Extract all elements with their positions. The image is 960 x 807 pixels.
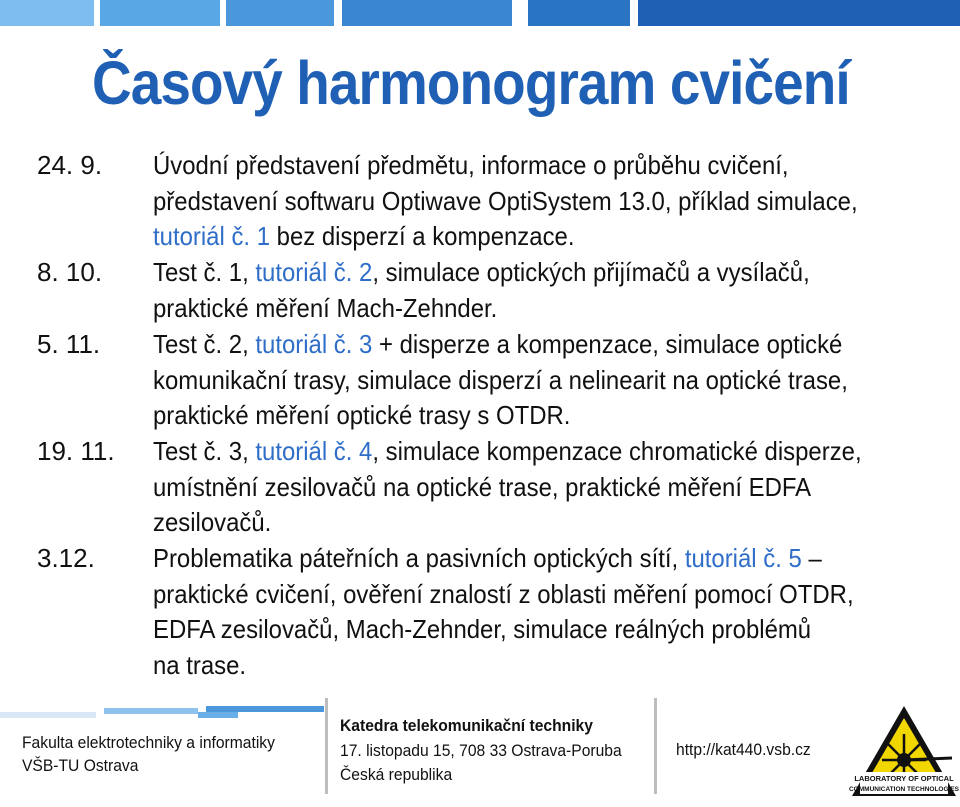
- footer-bar-segment: [0, 712, 96, 718]
- schedule-description-line: [153, 579, 854, 610]
- laser-lab-logo: [848, 700, 960, 802]
- footer-bar-segment: [104, 708, 198, 714]
- schedule-description-line: [153, 543, 822, 574]
- footer-university: VŠB-TU Ostrava: [22, 756, 139, 775]
- top-bar-segment: [0, 0, 94, 26]
- schedule-text: umístnění zesilovačů na optické trase, praktické měření EDFA: [153, 472, 812, 502]
- schedule-text: bez disperzí a kompenzace.: [269, 221, 575, 251]
- schedule-description-line: [153, 650, 246, 681]
- top-bar-segment: [226, 0, 334, 26]
- schedule-text: Test č. 3,: [153, 436, 256, 466]
- schedule-text: představení softwaru Optiwave OptiSystem 13.0, příklad simulace,: [153, 186, 858, 216]
- schedule-description-line: [153, 400, 570, 431]
- footer-divider: [654, 698, 657, 794]
- schedule-description-line: [153, 221, 574, 252]
- footer-faculty: Fakulta elektrotechniky a informatiky: [22, 733, 275, 752]
- schedule-text: komunikační trasy, simulace disperzí a nelinearit na optické trase,: [153, 365, 848, 395]
- tutorial-reference: tutoriál č. 5: [684, 543, 802, 573]
- footer-url-link[interactable]: http://kat440.vsb.cz: [676, 740, 811, 759]
- top-bar-segment: [100, 0, 220, 26]
- schedule-text: zesilovačů.: [153, 507, 272, 537]
- schedule-text: Test č. 2,: [153, 329, 256, 359]
- schedule-text: –: [801, 543, 822, 573]
- schedule-description-line: [153, 507, 271, 538]
- tutorial-reference: tutoriál č. 4: [255, 436, 373, 466]
- schedule-text: + disperze a kompenzace, simulace optické: [372, 329, 843, 359]
- schedule-date: 24. 9.: [37, 150, 103, 180]
- logo-text-line-2: COMMUNICATION TECHNOLOGIES: [848, 786, 960, 793]
- logo-text-line-1: LABORATORY OF OPTICAL: [854, 774, 954, 783]
- top-bar-segment: [638, 0, 960, 26]
- tutorial-reference: tutoriál č. 1: [153, 221, 270, 251]
- schedule-description-line: [153, 614, 811, 645]
- schedule-text: na trase.: [153, 650, 247, 680]
- schedule-date: 5. 11.: [37, 329, 101, 359]
- schedule-text: praktické měření optické trasy s OTDR.: [153, 400, 571, 430]
- schedule-description-line: [153, 329, 842, 360]
- schedule-description-line: [153, 293, 497, 324]
- schedule-description-line: [153, 150, 789, 181]
- schedule-text: , simulace optických přijímačů a vysílačů,: [372, 257, 810, 287]
- schedule-date: 8. 10.: [37, 257, 103, 287]
- top-bar-segment: [342, 0, 512, 26]
- schedule-date: 19. 11.: [37, 436, 115, 466]
- footer-bar-segment: [198, 712, 238, 718]
- schedule-description-line: [153, 257, 810, 288]
- schedule-text: praktické měření Mach-Zehnder.: [153, 293, 498, 323]
- footer-country: Česká republika: [340, 765, 453, 784]
- page-title: Časový harmonogram cvičení: [92, 49, 850, 117]
- footer-address: 17. listopadu 15, 708 33 Ostrava-Poruba: [340, 741, 622, 760]
- schedule-text: Úvodní představení předmětu, informace o průběhu cvičení,: [153, 150, 789, 180]
- schedule-text: , simulace kompenzace chromatické disperze,: [372, 436, 862, 466]
- laser-warning-icon: [848, 700, 960, 802]
- top-bar-segment: [528, 0, 630, 26]
- schedule-description-line: [153, 436, 862, 467]
- schedule-description-line: [153, 365, 848, 396]
- schedule-text: EDFA zesilovačů, Mach-Zehnder, simulace reálných problémů: [153, 614, 812, 644]
- schedule-text: Test č. 1,: [153, 257, 256, 287]
- footer-divider: [325, 698, 328, 794]
- schedule-description-line: [153, 186, 858, 217]
- top-decoration: [0, 0, 960, 30]
- schedule-date: 3.12.: [37, 543, 95, 573]
- schedule-text: praktické cvičení, ověření znalostí z oblasti měření pomocí OTDR,: [153, 579, 854, 609]
- footer-department: Katedra telekomunikační techniky: [340, 716, 593, 735]
- tutorial-reference: tutoriál č. 2: [255, 257, 373, 287]
- tutorial-reference: tutoriál č. 3: [255, 329, 373, 359]
- schedule-text: Problematika páteřních a pasivních optických sítí,: [153, 543, 685, 573]
- schedule-description-line: [153, 472, 811, 503]
